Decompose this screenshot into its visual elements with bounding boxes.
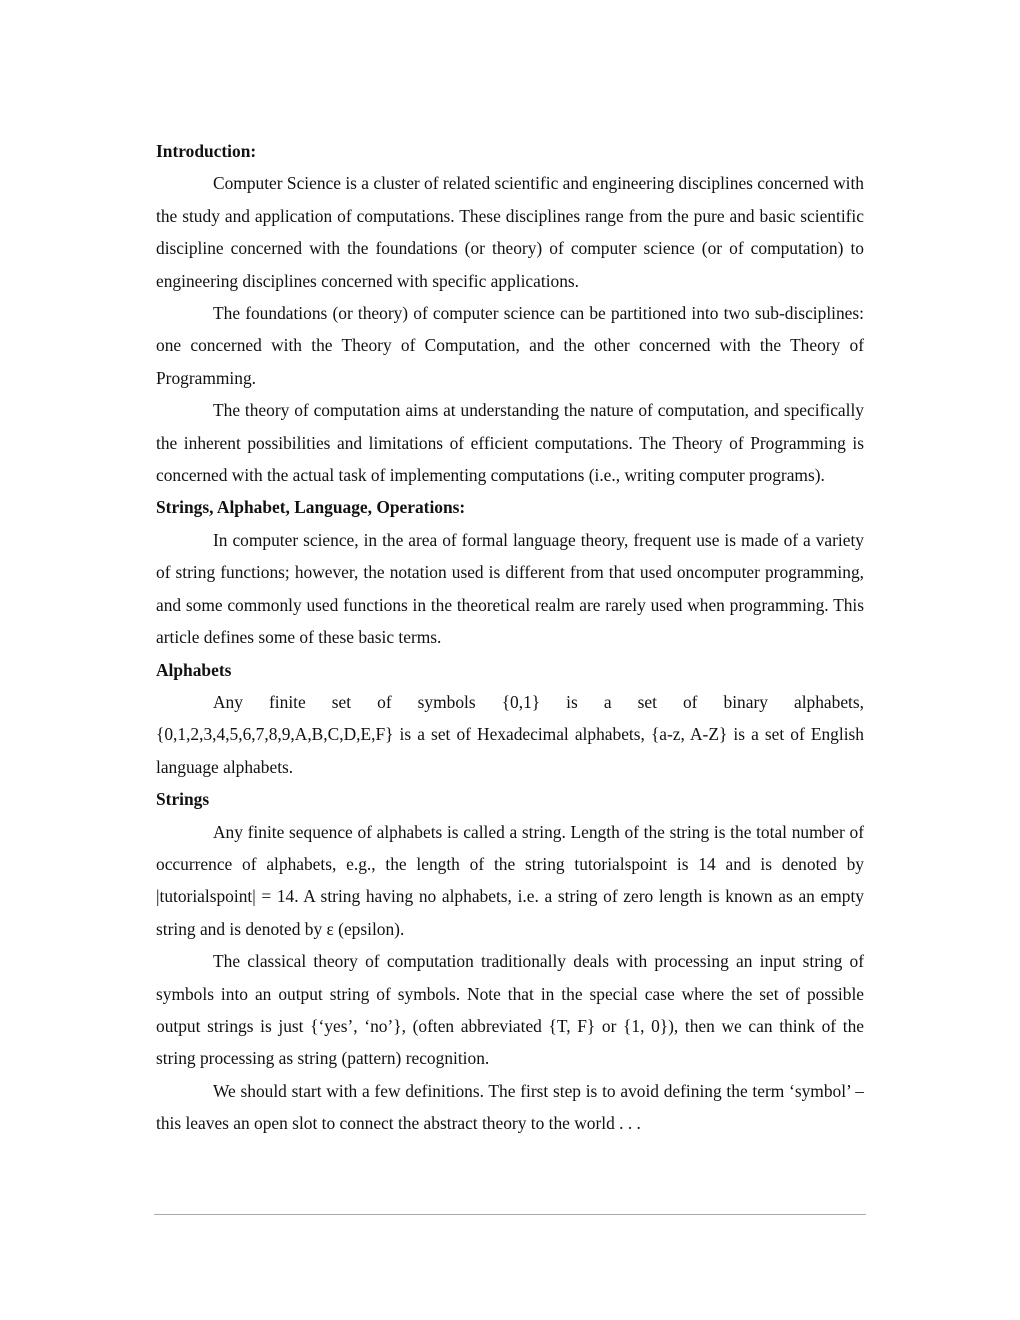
document-page [156,135,864,1140]
paragraph-intro-3: The theory of computation aims at understanding the nature of computation, and specifically the inherent possibilities and limitations of efficient computations. The Theory of Programming is concerned with the actual task of implementing computations (i.e., writing computer programs). [156,400,864,486]
heading-strings: Strings [156,789,210,810]
heading-alphabets: Alphabets [156,659,232,680]
paragraph-strings-1: Any finite sequence of alphabets is called a string. Length of the string is the total number of occurrence of alphabets, e.g., the length of the string tutorialspoint is 14 and is denoted by |tutorialspoint| = 14. A string having no alphabets, i.e. a string of zero length is known as an empty string and is denoted by ε (epsilon). [156,821,864,939]
paragraph-strings-2: The classical theory of computation traditionally deals with processing an input string of symbols into an output string of symbols. Note that in the special case where the set of possible output strings is just {‘yes’, ‘no’}, (often abbreviated {T, F} or {1, 0}), then we can think of the string processing as string (pattern) recognition. [156,951,864,1069]
paragraph-strings-alphabet-1: In computer science, in the area of formal language theory, frequent use is made of a variety of string functions; however, the notation used is different from that used oncomputer programming, and some commonly used functions in the theoretical realm are rarely used when programming. This article defines some of these basic terms. [156,529,864,648]
paragraph-intro-2: The foundations (or theory) of computer science can be partitioned into two sub-disciplines: one concerned with the Theory of Computation, and the other concerned with the Theory of Programming. [156,303,864,388]
paragraph-intro-1: Computer Science is a cluster of related scientific and engineering disciplines concerned with the study and application of computations. These disciplines range from the pure and basic scientific discipline concerned with the foundations (or theory) of computer science (or of computation) to engineering disciplines concerned with specific applications. [156,173,864,291]
paragraph-strings-3: We should start with a few definitions. The first step is to avoid defining the term ‘symbol’ – this leaves an open slot to connect the abstract theory to the world . . . [156,1080,864,1134]
footer-divider [154,1214,866,1215]
heading-introduction: Introduction: [156,141,257,161]
heading-strings-alphabet-language: Strings, Alphabet, Language, Operations: [156,497,466,518]
paragraph-alphabets-1: Any finite set of symbols {0,1} is a set of binary alphabets, {0,1,2,3,4,5,6,7,8,9,A,B,C,D,E,F} is a set of Hexadecimal alphabets, {a-z, A-Z} is a set of English language alphabets. [156,691,864,777]
